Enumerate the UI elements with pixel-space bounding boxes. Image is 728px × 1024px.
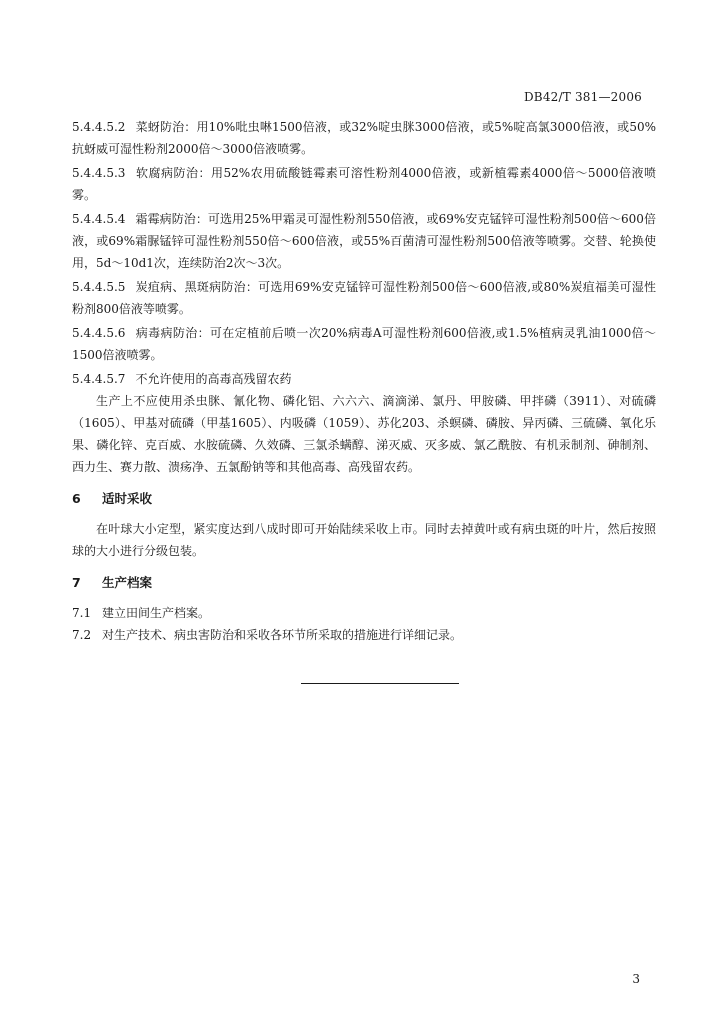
clause-text: 菜蚜防治：用10%吡虫啉1500倍液，或32%啶虫脒3000倍液，或5%啶高氯3000倍液，或50%抗蚜威可湿性粉剂2000倍～3000倍液喷雾。: [72, 120, 656, 156]
clause-number: 5.4.4.5.3: [72, 166, 126, 180]
section-number: 7: [72, 575, 81, 590]
section-7-heading: [72, 572, 656, 594]
clause-5-4-4-5-2: [72, 116, 656, 160]
clause-text: 软腐病防治：用52%农用硫酸链霉素可溶性粉剂4000倍液，或新植霉素4000倍～5000倍液喷雾。: [72, 166, 656, 202]
clause-5-4-4-5-4: [72, 208, 656, 274]
clause-text: 不允许使用的高毒高残留农药: [135, 372, 292, 386]
item-text: 对生产技术、病虫害防治和采收各环节所采取的措施进行详细记录。: [102, 628, 463, 642]
item-number: 7.1: [72, 606, 92, 620]
section-number: 6: [72, 491, 81, 506]
section-6-paragraph: 在叶球大小定型，紧实度达到八成时即可开始陆续采收上市。同时去掉黄叶或有病虫斑的叶片，然后按照球的大小进行分级包装。: [72, 522, 656, 558]
item-text: 建立田间生产档案。: [102, 606, 211, 620]
clause-text: 炭疽病、黑斑病防治：可选用69%安克锰锌可湿性粉剂500倍～600倍液,或80%炭疽福美可湿性粉剂800倍液等喷雾。: [72, 280, 656, 316]
section-7-item-1: [72, 602, 656, 624]
standard-code: DB42/T 381—2006: [523, 90, 642, 104]
clause-5-4-4-5-6: [72, 322, 656, 366]
clause-text: 病毒病防治：可在定植前后喷一次20%病毒A可湿性粉剂600倍液,或1.5%植病灵乳油1000倍～1500倍液喷雾。: [72, 326, 656, 362]
banned-pesticides-paragraph: 生产上不应使用杀虫脒、氰化物、磷化铝、六六六、滴滴涕、氯丹、甲胺磷、甲拌磷（3911）、对硫磷（1605）、甲基对硫磷（甲基1605）、内吸磷（1059）、苏化203、杀螟磷、磷胺、异丙磷、三硫磷、氧化乐果、磷化锌、克百威、水胺硫磷、久效磷、三氯杀螨醇、涕灭威、灭多威、氯乙酰胺、有机汞制剂、砷制剂、西力生、赛力散、溃疡净、五氯酚钠等和其他高毒、高残留农药。: [72, 394, 656, 474]
clause-text: 霜霉病防治：可选用25%甲霜灵可湿性粉剂550倍液，或69%安克锰锌可湿性粉剂500倍～600倍液，或69%霜脲锰锌可湿性粉剂550倍～600倍液，或55%百菌清可湿性粉剂500倍液等喷雾。交替、轮换使用，5d～10d1次，连续防治2次～3次。: [72, 212, 656, 270]
clause-5-4-4-5-3: [72, 162, 656, 206]
section-title: 生产档案: [102, 575, 153, 590]
clause-5-4-4-5-7: [72, 368, 656, 390]
clause-number: 5.4.4.5.5: [72, 280, 126, 294]
item-number: 7.2: [72, 628, 92, 642]
clause-5-4-4-5-5: [72, 276, 656, 320]
section-title: 适时采收: [102, 491, 153, 506]
clause-number: 5.4.4.5.4: [72, 212, 126, 226]
document-body: [72, 116, 656, 646]
end-of-document-rule: [301, 683, 459, 684]
section-6-heading: [72, 488, 656, 510]
clause-number: 5.4.4.5.6: [72, 326, 126, 340]
clause-number: 5.4.4.5.7: [72, 372, 126, 386]
clause-number: 5.4.4.5.2: [72, 120, 126, 134]
page-number: 3: [632, 972, 640, 986]
section-7-item-2: [72, 624, 656, 646]
